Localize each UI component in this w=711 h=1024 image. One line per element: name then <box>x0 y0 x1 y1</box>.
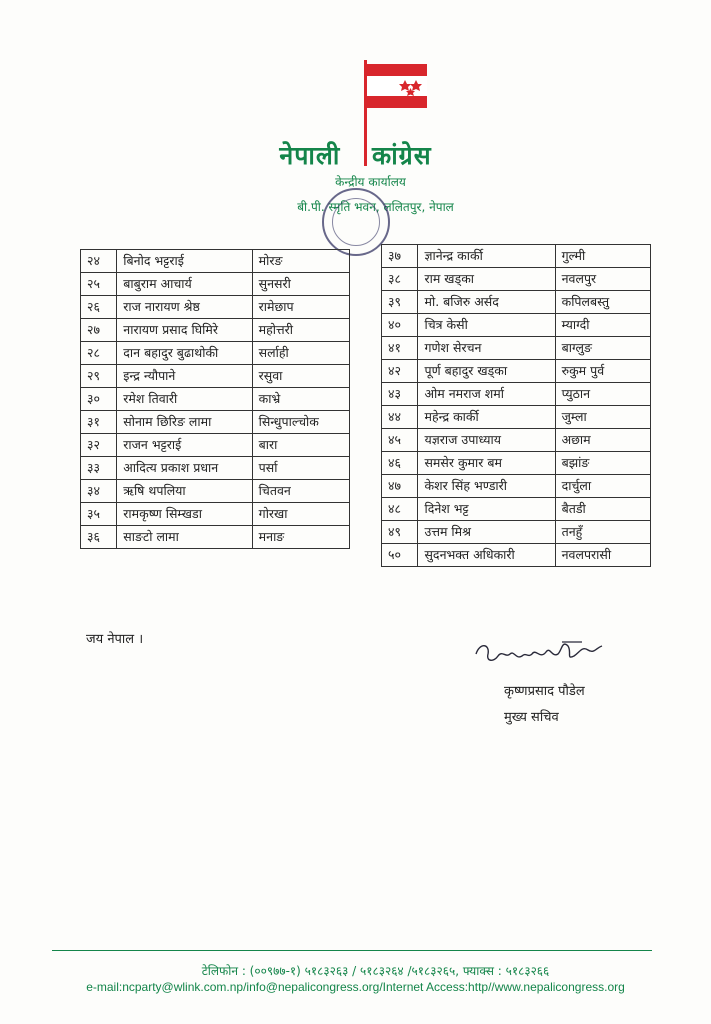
table-row <box>81 388 350 411</box>
salutation: जय नेपाल । <box>86 632 144 647</box>
row-number: ३९ <box>382 291 418 314</box>
district-name: रुकुम पुर्व <box>555 360 650 383</box>
table-row <box>382 291 651 314</box>
row-number: ४८ <box>382 498 418 521</box>
row-number: २९ <box>81 365 117 388</box>
table-row <box>382 475 651 498</box>
member-name: दिनेश भट्ट <box>418 498 555 521</box>
row-number: ४६ <box>382 452 418 475</box>
member-name: इन्द्र न्यौपाने <box>117 365 252 388</box>
district-name: नवलपरासी <box>555 544 650 567</box>
row-number: २७ <box>81 319 117 342</box>
district-name: जुम्ला <box>555 406 650 429</box>
district-name: तनहुँ <box>555 521 650 544</box>
signer-name: कृष्णप्रसाद पौडेल <box>504 684 585 699</box>
table-row <box>81 319 350 342</box>
row-number: २५ <box>81 273 117 296</box>
row-number: ४२ <box>382 360 418 383</box>
member-name: ऋषि थपलिया <box>117 480 252 503</box>
member-name: आदित्य प्रकाश प्रधान <box>117 457 252 480</box>
district-name: प्युठान <box>555 383 650 406</box>
row-number: ३४ <box>81 480 117 503</box>
district-name: रसुवा <box>252 365 349 388</box>
row-number: ३० <box>81 388 117 411</box>
row-number: ३८ <box>382 268 418 291</box>
table-row <box>382 383 651 406</box>
district-name: बाग्लुङ <box>555 337 650 360</box>
district-name: काभ्रे <box>252 388 349 411</box>
row-number: ३२ <box>81 434 117 457</box>
table-row <box>382 314 651 337</box>
members-table-left <box>80 249 350 549</box>
row-number: २६ <box>81 296 117 319</box>
party-name: नेपाली कांग्रेस <box>279 141 432 170</box>
table-row <box>382 521 651 544</box>
row-number: ४४ <box>382 406 418 429</box>
member-name: नारायण प्रसाद घिमिरे <box>117 319 252 342</box>
table-row <box>382 245 651 268</box>
member-name: पूर्ण बहादुर खड्का <box>418 360 555 383</box>
row-number: ४१ <box>382 337 418 360</box>
district-name: पर्सा <box>252 457 349 480</box>
district-name: बझांङ <box>555 452 650 475</box>
row-number: ३६ <box>81 526 117 549</box>
footer-contact-web: e-mail:ncparty@wlink.com.np/info@nepalicongress.org/Internet Access:http//www.nepalicongress.org <box>86 980 625 994</box>
member-name: मो. बजिरु अर्सद <box>418 291 555 314</box>
district-name: गोरखा <box>252 503 349 526</box>
members-table-right <box>381 244 651 567</box>
member-name: रामकृष्ण सिम्खडा <box>117 503 252 526</box>
district-name: सुनसरी <box>252 273 349 296</box>
member-name: महेन्द्र कार्की <box>418 406 555 429</box>
member-name: सोनाम छिरिङ लामा <box>117 411 252 434</box>
table-row <box>382 406 651 429</box>
member-name: साङटो लामा <box>117 526 252 549</box>
signature-block <box>504 679 585 731</box>
handwritten-signature <box>470 632 610 674</box>
member-name: सुदनभक्त अधिकारी <box>418 544 555 567</box>
office-stamp-seal <box>322 188 390 256</box>
row-number: ५० <box>382 544 418 567</box>
member-name: ओम नमराज शर्मा <box>418 383 555 406</box>
table-row <box>382 268 651 291</box>
table-row <box>81 503 350 526</box>
row-number: ४५ <box>382 429 418 452</box>
row-number: २४ <box>81 250 117 273</box>
table-row <box>382 544 651 567</box>
row-number: ३१ <box>81 411 117 434</box>
member-name: रमेश तिवारी <box>117 388 252 411</box>
member-name: राजन भट्टराई <box>117 434 252 457</box>
row-number: ३३ <box>81 457 117 480</box>
signer-title: मुख्य सचिव <box>504 710 559 725</box>
member-name: उत्तम मिश्र <box>418 521 555 544</box>
table-row <box>382 452 651 475</box>
member-name: यज्ञराज उपाध्याय <box>418 429 555 452</box>
member-name: ज्ञानेन्द्र कार्की <box>418 245 555 268</box>
member-name: गणेश सेरचन <box>418 337 555 360</box>
district-name: सिन्धुपाल्चोक <box>252 411 349 434</box>
row-number: ४९ <box>382 521 418 544</box>
office-address: बी.पी. स्मृति भवन, ललितपुर, नेपाल <box>297 200 454 214</box>
table-row <box>81 457 350 480</box>
district-name: रामेछाप <box>252 296 349 319</box>
table-row <box>382 360 651 383</box>
member-name: चित्र केसी <box>418 314 555 337</box>
table-row <box>81 411 350 434</box>
table-row <box>81 296 350 319</box>
member-name: समसेर कुमार बम <box>418 452 555 475</box>
row-number: ४३ <box>382 383 418 406</box>
district-name: दार्चुला <box>555 475 650 498</box>
member-name: दान बहादुर बुढाथोकी <box>117 342 252 365</box>
table-row <box>81 365 350 388</box>
table-row <box>81 342 350 365</box>
district-name: सर्लाही <box>252 342 349 365</box>
table-row <box>382 337 651 360</box>
row-number: ४७ <box>382 475 418 498</box>
member-name: राम खड्का <box>418 268 555 291</box>
district-name: बारा <box>252 434 349 457</box>
member-name: बिनोद भट्टराई <box>117 250 252 273</box>
district-name: नवलपुर <box>555 268 650 291</box>
district-name: चितवन <box>252 480 349 503</box>
district-name: गुल्मी <box>555 245 650 268</box>
row-number: २८ <box>81 342 117 365</box>
member-name: बाबुराम आचार्य <box>117 273 252 296</box>
table-row <box>81 480 350 503</box>
row-number: ३५ <box>81 503 117 526</box>
footer-divider <box>52 950 652 951</box>
table-row <box>81 273 350 296</box>
district-name: मोरङ <box>252 250 349 273</box>
footer-phone-fax: टेलिफोन : (००९७७-१) ५१८३२६३ / ५१८३२६४ /५१८३२६५, फ्याक्स : ५१८३२६६ <box>201 964 550 978</box>
table-row <box>81 434 350 457</box>
row-number: ४० <box>382 314 418 337</box>
district-name: अछाम <box>555 429 650 452</box>
district-name: मनाङ <box>252 526 349 549</box>
table-row <box>81 250 350 273</box>
district-name: महोत्तरी <box>252 319 349 342</box>
table-row <box>382 429 651 452</box>
table-row <box>382 498 651 521</box>
office-name: केन्द्रीय कार्यालय <box>335 175 406 189</box>
member-name: राज नारायण श्रेष्ठ <box>117 296 252 319</box>
district-name: बैतडी <box>555 498 650 521</box>
table-row <box>81 526 350 549</box>
row-number: ३७ <box>382 245 418 268</box>
district-name: कपिलबस्तु <box>555 291 650 314</box>
member-name: केशर सिंह भण्डारी <box>418 475 555 498</box>
district-name: म्याग्दी <box>555 314 650 337</box>
